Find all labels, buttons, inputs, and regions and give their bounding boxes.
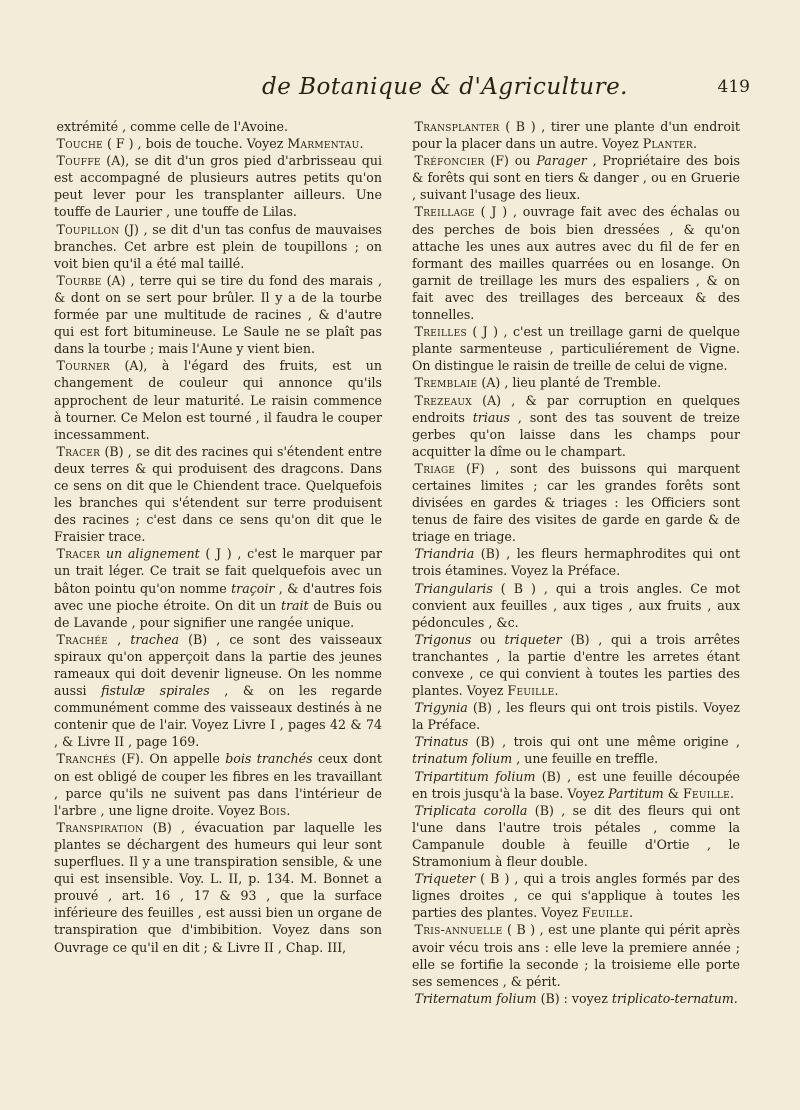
dictionary-entry (412, 374, 740, 391)
entry-headword: Bois. (258, 802, 291, 818)
entry-text: extrémité , comme celle de l'Avoine. (56, 119, 288, 134)
right-column (412, 118, 740, 1007)
entry-headword: Marmentau. (287, 136, 364, 152)
entry-headword: Planter. (642, 136, 698, 152)
entry-text: (B) , qui a trois arrêtes tranchantes , la partie d'entre les arretes étant convexe , ce qui convient à toutes les parties des plantes. Voyez (412, 631, 741, 699)
page-number: 419 (717, 77, 750, 97)
entry-text: (B) , se dit des racines qui s'étendent entre deux terres & qui produisent des dragcons. Dans ce sens on dit que le Chiendent trace. Quelquefois les branches qui s'étendent sur terre produisent des racines ; c'est dans ce sens qu'on dit que le Fraisier trace. (54, 443, 382, 545)
entry-text: (A), se dit d'un gros pied d'arbrisseau qui est accompagné de plusieurs autres petits qu'on peut lever pour les transplanter ailleurs. Une touffe de Laurier , une touffe de Lilas. (54, 153, 382, 220)
entry-text: (B) , est une feuille découpée en trois jusqu'à la base. Voyez (412, 768, 740, 801)
entry-text: , une feuille en treffle. (512, 751, 659, 767)
entry-text: ( B ) , est une plante qui périt après avoir vécu trois ans : elle leve la premiere année ; elle se fortifie la seconde ; la troisieme elle porte ses semences , & périt. (412, 922, 740, 989)
entry-text: (B) , se dit des fleurs qui ont l'une dans l'autre trois pétales , comme la Campanule double à feuille d'Ortie , le Stramonium à fleur double. (412, 802, 740, 870)
italic-term: Triqueter (414, 871, 476, 887)
dictionary-entry (412, 921, 740, 989)
entry-text: (B) , ce sont des vaisseaux spiraux qu'on apperçoit dans la partie des jeunes rameaux qui doit devenir ligneuse. On les nomme aussi (54, 631, 383, 699)
entry-headword: Touche (56, 136, 103, 152)
dictionary-entry (412, 733, 740, 767)
entry-text: , (108, 631, 131, 647)
entry-headword: Trezeaux (414, 392, 472, 408)
entry-headword: Touffe (56, 153, 101, 169)
entry-text: (B) , les fleurs hermaphrodites qui ont trois étamines. Voyez la Préface. (412, 546, 740, 579)
entry-headword: Tranchés (56, 751, 116, 767)
italic-term: Trinatus (414, 734, 469, 750)
dictionary-entry (412, 323, 740, 374)
italic-term: Partitum (608, 785, 664, 801)
dictionary-entry (54, 135, 382, 152)
italic-term: trinatum folium (412, 751, 513, 767)
dictionary-entry (54, 819, 382, 956)
entry-headword: Treillage (414, 204, 475, 220)
dictionary-entry (412, 118, 740, 152)
entry-text: ( B ) , qui a trois angles. Ce mot convient aux feuilles , aux tiges , aux fruits , aux pédoncules , &c. (412, 580, 740, 630)
italic-term: Tripartitum folium (414, 768, 536, 784)
entry-text: (A), à l'égard des fruits, est un changement de couleur qui annonce qu'ils approchent de leur maturité. Le raisin commence à tourner. Ce Melon est tourné , il faudra le couper incessamment. (54, 358, 382, 442)
dictionary-entry (54, 545, 382, 630)
entry-headword: Trachée (56, 631, 109, 647)
italic-term: Triangularis (414, 580, 493, 596)
dictionary-entry (54, 272, 382, 357)
dictionary-entry (412, 392, 740, 460)
italic-term: Trigynia (414, 700, 468, 716)
entry-headword: Transplanter (414, 119, 500, 134)
italic-term: trachea (130, 631, 180, 647)
entry-text: ( J ) , ouvrage fait avec des échalas ou des perches de bois bien dressées , & qu'on attache les unes aux autres avec du fil de fer en formant des mailles quarrées ou en losange. On garnit de treillage les murs des espaliers , & on fait avec des treillages des berceaux & des tonnelles. (412, 204, 740, 323)
entry-headword: Feuille. (682, 785, 735, 801)
italic-term: trait (280, 597, 309, 613)
entry-text: (A) , terre qui se tire du fond des marais , & dont on se sert pour brûler. Il y a de la tourbe formée par une multitude de racines , & d'autre qui est fort bitumineuse. Le Saule ne se plaît pas dans la tourbe ; mais l'Aune y vient bien. (54, 272, 382, 357)
entry-headword: Tracer (56, 443, 101, 459)
italic-term: bois tranchés (225, 751, 313, 767)
entry-headword: Tourbe (56, 272, 102, 288)
entry-headword: Transpiration (56, 819, 144, 835)
dictionary-entry (412, 203, 740, 323)
dictionary-entry (412, 990, 740, 1007)
italic-term: traçoir (231, 580, 275, 596)
entry-text: ( J ) , c'est le marquer par un trait léger. Ce trait se fait quelquefois avec un bâton pointu qu'on nomme (54, 546, 382, 596)
italic-term: Trigonus (414, 631, 472, 647)
dictionary-entry (412, 545, 740, 579)
entry-headword: Tremblaie (414, 375, 478, 391)
dictionary-entry (54, 221, 382, 272)
dictionary-entry (412, 631, 740, 699)
page-header (140, 72, 750, 112)
entry-text: , & on les regarde communément comme des vaisseaux destinés à ne contenir que de l'air. Voyez Livre I , pages 42 & 74 , & Livre II , page 169. (54, 683, 382, 750)
entry-text: , sont des tas souvent de treize gerbes qu'on laisse dans les champs pour acquitter la dîme ou le champart. (412, 409, 740, 459)
dictionary-entry (412, 152, 740, 203)
italic-term: triqueter (504, 631, 562, 647)
italic-term: triplicato-ternatum. (611, 990, 738, 1006)
entry-headword: Tracer (56, 546, 101, 562)
entry-text: (B) , les fleurs qui ont trois pistils. Voyez la Préface. (412, 700, 740, 733)
entry-headword: Feuille. (582, 905, 634, 921)
dictionary-entry (412, 870, 740, 921)
entry-headword: Feuille. (507, 683, 559, 699)
dictionary-entry (412, 580, 740, 631)
entry-headword: Toupillon (56, 221, 120, 237)
dictionary-entry (412, 768, 740, 802)
dictionary-entry (54, 443, 382, 546)
entry-text: ( B ) , tirer une plante d'un endroit pour la placer dans un autre. Voyez (412, 119, 740, 152)
entry-text: (A) , lieu planté de Tremble. (477, 375, 662, 391)
entry-text: (A) , & par corruption en quelques endroits (412, 392, 740, 425)
dictionary-entry (54, 152, 382, 220)
italic-term: un alignement (105, 546, 200, 562)
entry-text: (B) , trois qui ont une même origine , (468, 734, 740, 750)
entry-headword: Tourner (56, 358, 110, 374)
italic-term: Triplicata corolla (414, 802, 528, 818)
dictionary-entry (54, 750, 382, 818)
entry-text: ceux dont on est obligé de couper les fibres en les travaillant , parce qu'ils ne suivent pas dans l'intérieur de l'arbre , une ligne droite. Voyez (54, 751, 382, 818)
entry-text: (J) , se dit d'un tas confus de mauvaises branches. Cet arbre est plein de toupillons ; on voit bien qu'il a été mal taillé. (54, 221, 382, 271)
dictionary-entry (54, 357, 382, 442)
entry-headword: Tréfoncier (414, 153, 485, 169)
entry-text: ( J ) , c'est un treillage garni de quelque plante sarmenteuse , particuliérement de Vigne. On distingue le raisin de treille de celui de vigne. (412, 324, 740, 374)
left-column (54, 118, 382, 956)
italic-term: Parager (536, 153, 587, 169)
dictionary-entry (412, 699, 740, 733)
entry-text: de Buis ou de Lavande , pour signifier une rangée unique. (54, 597, 382, 630)
entry-text: ou (471, 631, 505, 647)
italic-term: Triandria (414, 546, 475, 562)
italic-term: fistulæ spirales (101, 683, 210, 699)
entry-text: (B) , évacuation par laquelle les plantes se déchargent des humeurs qui leur sont superflues. Il y a une transpiration sensible, & une qui est insensible. Voy. L. II, p. 134. M. Bonnet a prouvé , art. 16 , 17 & 93 , que la surface inférieure des feuilles , est aussi bien un organe de transpiration que d'imbibition. Voyez dans son Ouvrage ce qu'il en dit ; & Livre II , Chap. III, (54, 819, 382, 955)
dictionary-entry (54, 631, 382, 751)
entry-headword: Triage (414, 460, 456, 476)
entry-text: , & d'autres fois avec une pioche étroite. On dit un (54, 580, 382, 613)
entry-text: (F) ou (484, 153, 537, 169)
dictionary-entry (412, 802, 740, 870)
running-title: de Botanique & d'Agriculture. (261, 74, 628, 100)
entry-text: & (663, 785, 683, 801)
entry-text: ( B ) , qui a trois angles formés par des lignes droites , ce qui s'applique à toutes les parties des plantes. Voyez (412, 871, 740, 921)
entry-headword: Tris-annuelle (414, 922, 503, 938)
entry-text: ( F ) , bois de touche. Voyez (102, 136, 288, 152)
entry-text: , Propriétaire des bois & forêts qui sont en tiers & danger , ou en Gruerie , suivant l'usage des lieux. (412, 153, 740, 203)
entry-text: (F). On appelle (115, 751, 226, 767)
entry-text: (B) : voyez (536, 990, 612, 1006)
entry-text: (F) , sont des buissons qui marquent certaines limites ; car les grandes forêts sont divisées en gardes & triages : les Officiers sont tenus de faire des visites de garde en garde & de triage en triage. (412, 460, 740, 545)
italic-term: triaus (472, 409, 510, 425)
entry-headword: Treilles (414, 324, 467, 340)
dictionary-entry (54, 118, 382, 135)
italic-term: Triternatum folium (414, 990, 537, 1006)
dictionary-entry (412, 460, 740, 545)
